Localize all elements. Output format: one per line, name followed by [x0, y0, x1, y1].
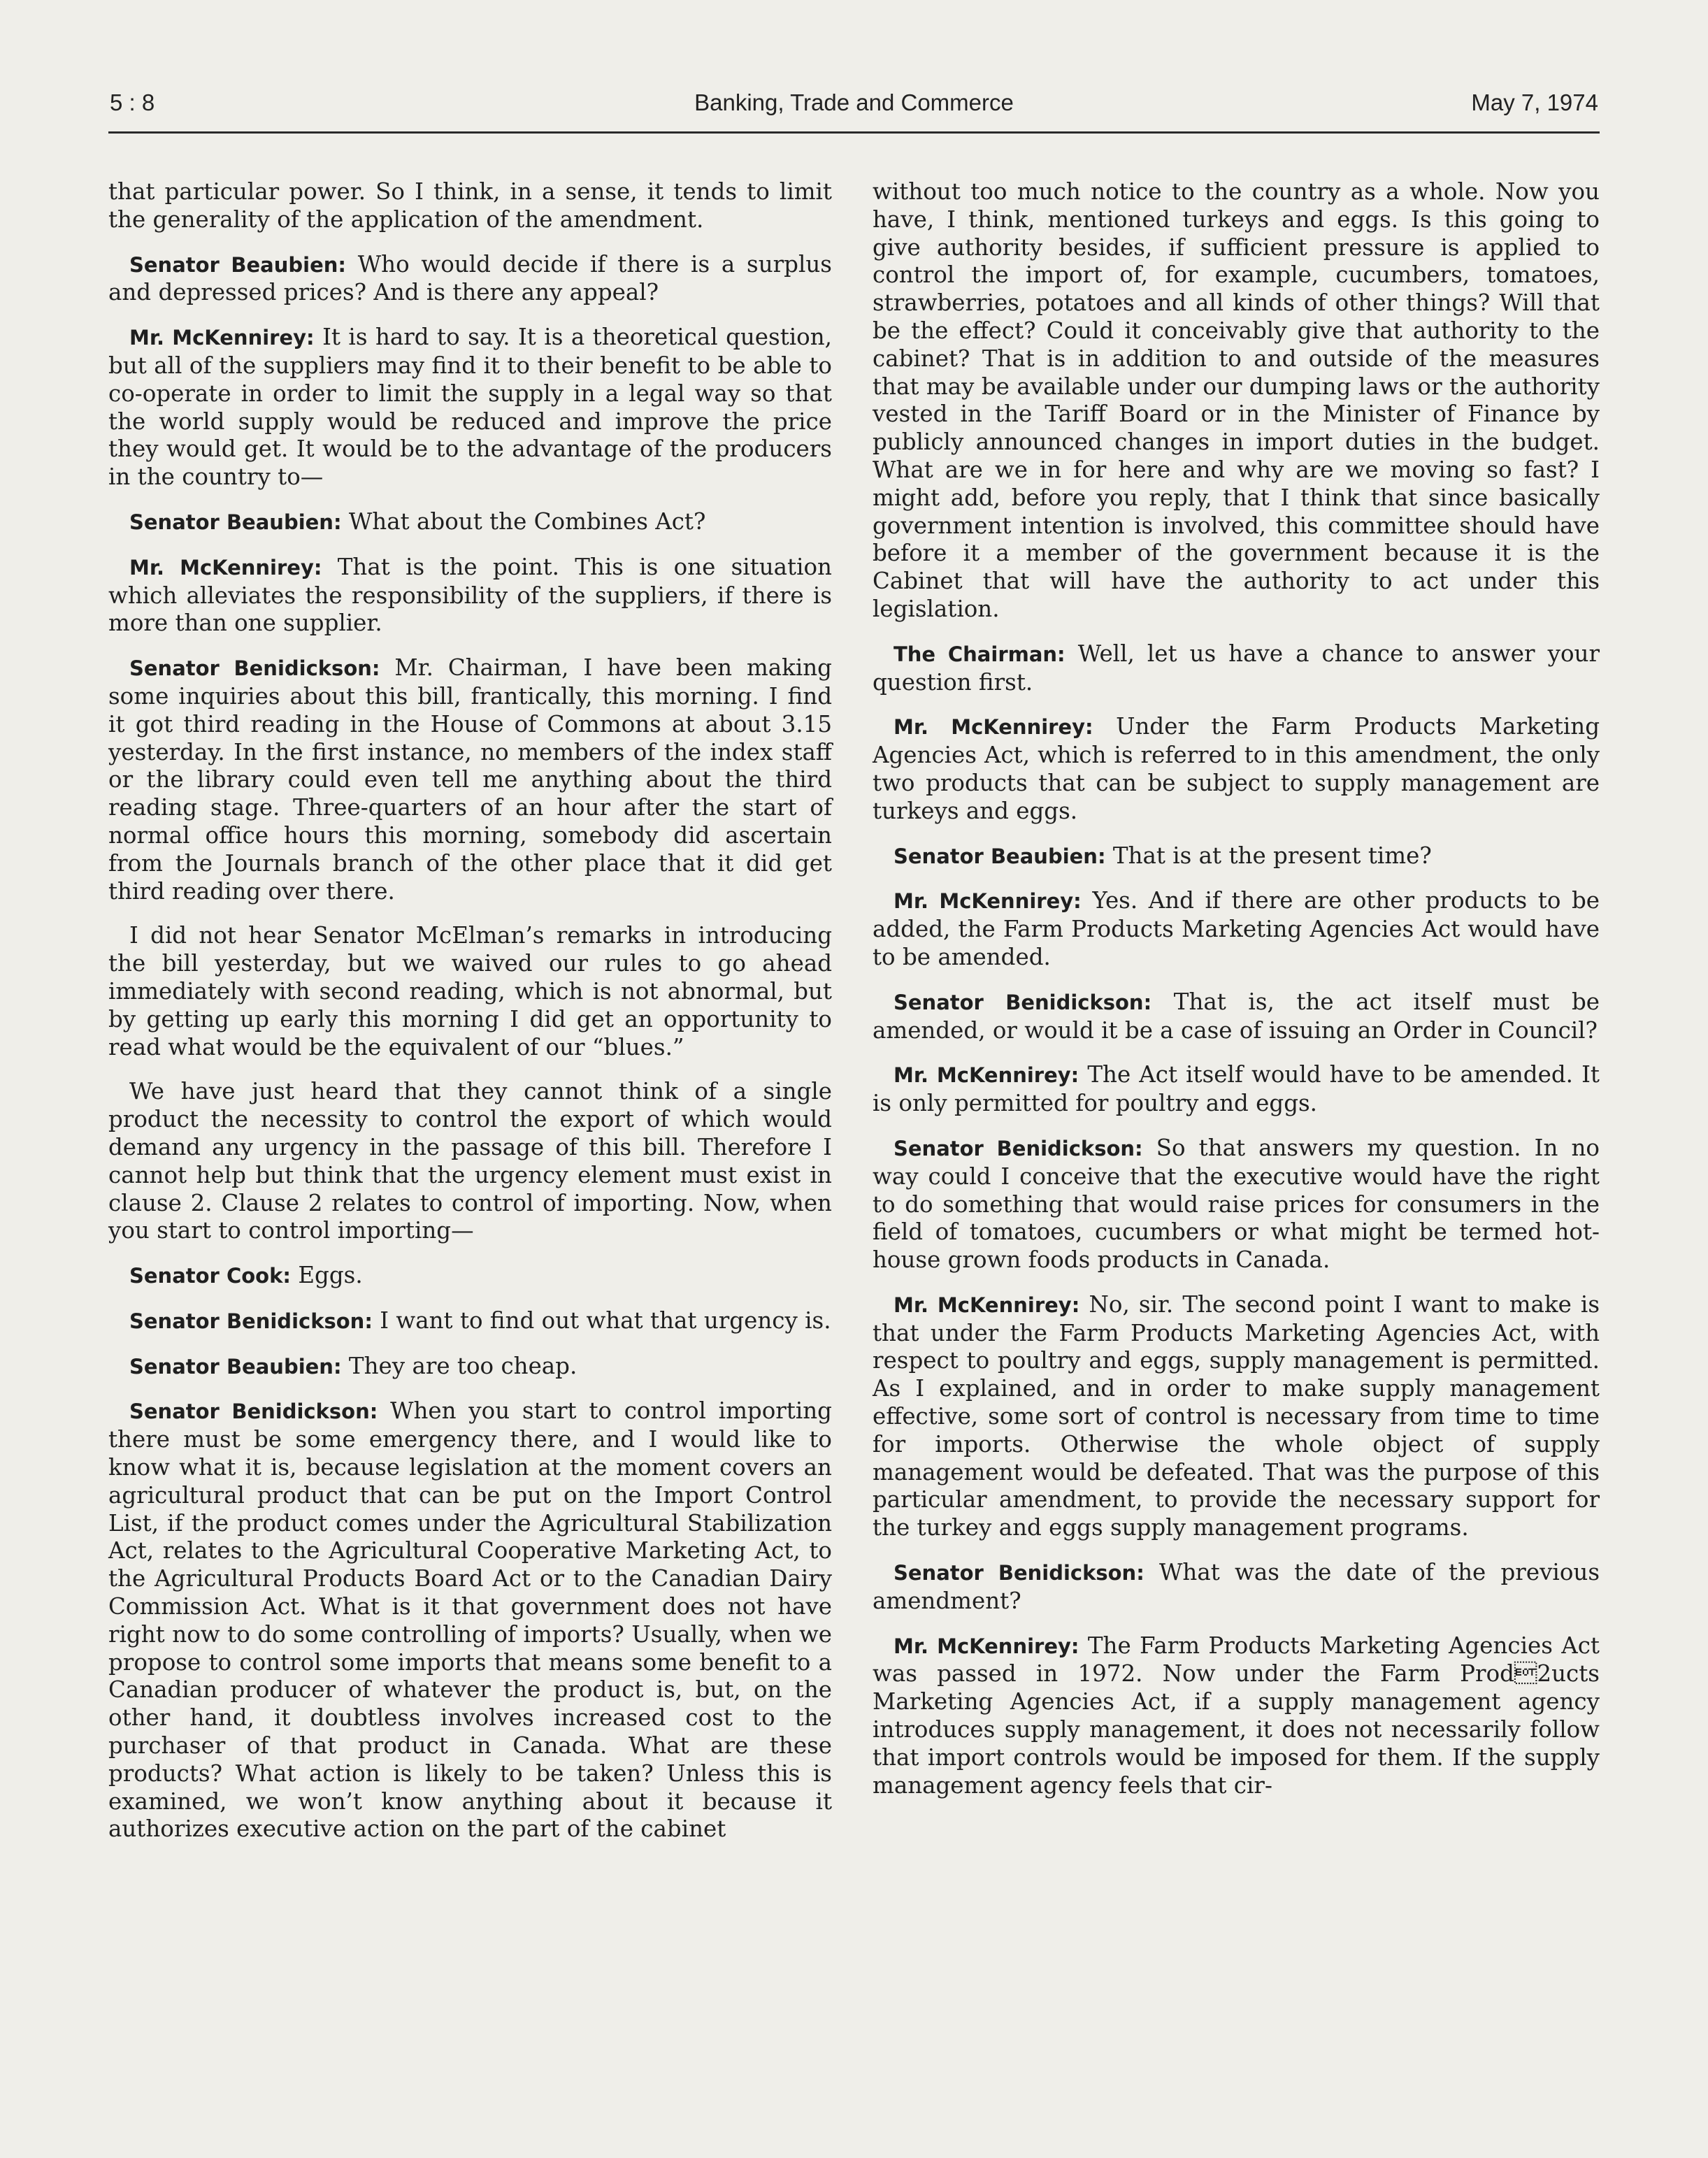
- speaker-name: Mr. McKennirey:: [894, 1634, 1079, 1658]
- paragraph-text: Well, let us have a chance to answer your question first.: [873, 640, 1600, 696]
- transcript-paragraph: [873, 1135, 1600, 1274]
- speaker-name: Senator Benidickson:: [894, 1136, 1143, 1160]
- paragraph-text: It is hard to say. It is a theoretical question, but all of the suppliers may find it to their benefit to be able to co-operate in order to limit the supply in a legal way so that the world supply would be reduced and improve the price they would get. It would be to the advantage of the producers in the country to—: [108, 324, 832, 491]
- speaker-name: Mr. McKennirey:: [894, 1293, 1080, 1317]
- paragraph-text: What was the date of the previous amendment?: [873, 1559, 1600, 1614]
- speaker-name: The Chairman:: [894, 642, 1065, 666]
- paragraph-text: So that answers my question. In no way could I conceive that the executive would have the right to do something that would raise prices for consumers in the field of tomatoes, cucumbers or what might be termed hot-house grown foods products in Canada.: [873, 1134, 1600, 1274]
- transcript-paragraph: [108, 178, 832, 234]
- speaker-name: Mr. McKennirey:: [894, 1063, 1079, 1088]
- transcript-paragraph: [108, 1307, 832, 1336]
- speaker-name: Senator Benidickson:: [129, 1309, 373, 1333]
- transcript-paragraph: [873, 1632, 1600, 1800]
- transcript-paragraph: [108, 251, 832, 308]
- transcript-paragraph: [108, 1078, 832, 1245]
- speaker-name: Mr. McKennirey:: [894, 715, 1093, 740]
- paragraph-text: The Farm Products Marketing Agencies Act was passed in 1972. Now under the Farm Prod2ucts Marketing Agencies Act, if a supply management agency introduces supply management, it does not necessarily follow that import controls would be imposed for them. If the supply management agency feels that cir-: [873, 1632, 1600, 1799]
- paragraph-text: That is, the act itself must be amended, or would it be a case of issuing an Order in Council?: [873, 988, 1600, 1044]
- page-number: 5 : 8: [110, 89, 155, 115]
- paragraph-text: They are too cheap.: [348, 1352, 577, 1379]
- speaker-name: Senator Beaubien:: [129, 252, 346, 277]
- paragraph-text: Eggs.: [298, 1262, 363, 1289]
- transcript-paragraph: [873, 640, 1600, 697]
- speaker-name: Senator Cook:: [129, 1264, 291, 1288]
- paragraph-text: Yes. And if there are other products to be added, the Farm Products Marketing Agencies Act would have to be amended.: [873, 887, 1600, 970]
- transcript-paragraph: [108, 324, 832, 491]
- paragraph-text: When you start to control importing there must be some emergency there, and I would like to know what it is, because legislation at the moment covers an agricultural product that can be put on the Import Control List, if the product comes under the Agricultural Stabilization Act, relates to the Agricultural Cooperative Marketing Act, to the Agricultural Products Board Act or to the Canadian Dairy Commission Act. What is it that government does not have right now to do some controlling of imports? Usually, when we propose to control some imports that means some benefit to a Canadian producer of whatever the product is, but, on the other hand, it doubtless involves increased cost to the purchaser of that product in Canada. What are these products? What action is likely to be taken? Unless this is examined, we won’t know anything about it because it authorizes executive action on the part of the cabinet: [108, 1397, 832, 1843]
- speaker-name: Senator Benidickson:: [129, 1400, 378, 1424]
- transcript-paragraph: [108, 508, 832, 537]
- speaker-name: Senator Benidickson:: [129, 656, 380, 681]
- speaker-name: Mr. McKennirey:: [129, 555, 322, 580]
- paragraph-text: That is the point. This is one situation which alleviates the responsibility of the suppliers, if there is more than one supplier.: [108, 553, 832, 637]
- speaker-name: Senator Benidickson:: [894, 990, 1152, 1014]
- transcript-paragraph: [873, 713, 1600, 825]
- paragraph-text: No, sir. The second point I want to make is that under the Farm Products Marketing Agencies Act, with respect to poultry and eggs, supply management is permitted. As I explained, and in order to make supply management effective, some sort of control is necessary from time to time for imports. Otherwise the whole object of supply management would be defeated. That was the purpose of this particular amendment, to provide the necessary support for the turkey and eggs supply management programs.: [873, 1290, 1600, 1541]
- paragraph-text: Mr. Chairman, I have been making some inquiries about this bill, frantically, this morning. I find it got third reading in the House of Commons at about 3.15 yesterday. In the first instance, no members of the index staff or the library could even tell me anything about the third reading stage. Three-quarters of an hour after the start of normal office hours this morning, somebody did ascertain from the Journals branch of the other place that it did get third reading over there.: [108, 654, 832, 905]
- publication-title: Banking, Trade and Commerce: [694, 89, 1014, 115]
- right-column: [873, 178, 1600, 1816]
- left-column: [108, 178, 832, 1860]
- paragraph-text: The Act itself would have to be amended. It is only permitted for poultry and eggs.: [873, 1061, 1600, 1117]
- paragraph-text: We have just heard that they cannot think of a single product the necessity to control the export of which would demand any urgency in the passage of this bill. Therefore I cannot help but think that the urgency element must exist in clause 2. Clause 2 relates to control of importing. Now, when you start to control importing—: [108, 1078, 832, 1244]
- transcript-paragraph: [108, 654, 832, 905]
- paragraph-text: without too much notice to the country as a whole. Now you have, I think, mentioned turkeys and eggs. Is this going to give authority besides, if sufficient pressure is applied to control the import of, for example, cucumbers, tomatoes, strawberries, potatoes and all kinds of other things? Will that be the effect? Could it conceivably give that authority to the cabinet? That is in addition to and outside of the measures that may be available under our dumping laws or the authority vested in the Tariff Board or in the Minister of Finance by publicly announced changes in import duties in the budget. What are we in for here and why are we moving so fast? I might add, before you reply, that I think that since basically government intention is involved, this committee should have before it a member of the government because it is the Cabinet that will have the authority to act under this legislation.: [873, 178, 1600, 622]
- transcript-paragraph: [873, 1291, 1600, 1542]
- transcript-paragraph: [873, 178, 1600, 624]
- transcript-paragraph: [873, 887, 1600, 971]
- transcript-paragraph: [108, 922, 832, 1061]
- paragraph-text: that particular power. So I think, in a sense, it tends to limit the generality of the application of the amendment.: [108, 178, 832, 233]
- paragraph-text: Who would decide if there is a surplus and depressed prices? And is there any appeal?: [108, 250, 832, 306]
- paragraph-text: I did not hear Senator McElman’s remarks in introducing the bill yesterday, but we waived our rules to go ahead immediately with second reading, which is not abnormal, but by getting up early this morning I did get an opportunity to read what would be the equivalent of our “blues.”: [108, 922, 832, 1060]
- speaker-name: Senator Beaubien:: [129, 1354, 342, 1379]
- speaker-name: Senator Beaubien:: [129, 510, 342, 534]
- transcript-paragraph: [873, 1061, 1600, 1118]
- speaker-name: Senator Beaubien:: [894, 844, 1106, 868]
- transcript-paragraph: [108, 554, 832, 638]
- paragraph-text: What about the Combines Act?: [348, 508, 706, 535]
- speaker-name: Senator Benidickson:: [894, 1561, 1144, 1585]
- page-header: [108, 89, 1600, 134]
- transcript-paragraph: [108, 1353, 832, 1381]
- transcript-paragraph: [108, 1397, 832, 1843]
- publication-date: May 7, 1974: [1471, 89, 1598, 115]
- paragraph-text: Under the Farm Products Marketing Agencies Act, which is referred to in this amendment, the only two products that can be subject to supply management are turkeys and eggs.: [873, 713, 1600, 824]
- paragraph-text: That is at the present time?: [1112, 842, 1432, 869]
- speaker-name: Mr. McKennirey:: [894, 889, 1082, 914]
- paragraph-text: I want to find out what that urgency is.: [380, 1307, 831, 1334]
- transcript-paragraph: [873, 988, 1600, 1045]
- transcript-paragraph: [873, 1559, 1600, 1616]
- speaker-name: Mr. McKennirey:: [129, 326, 315, 350]
- transcript-paragraph: [873, 842, 1600, 871]
- transcript-paragraph: [108, 1262, 832, 1290]
